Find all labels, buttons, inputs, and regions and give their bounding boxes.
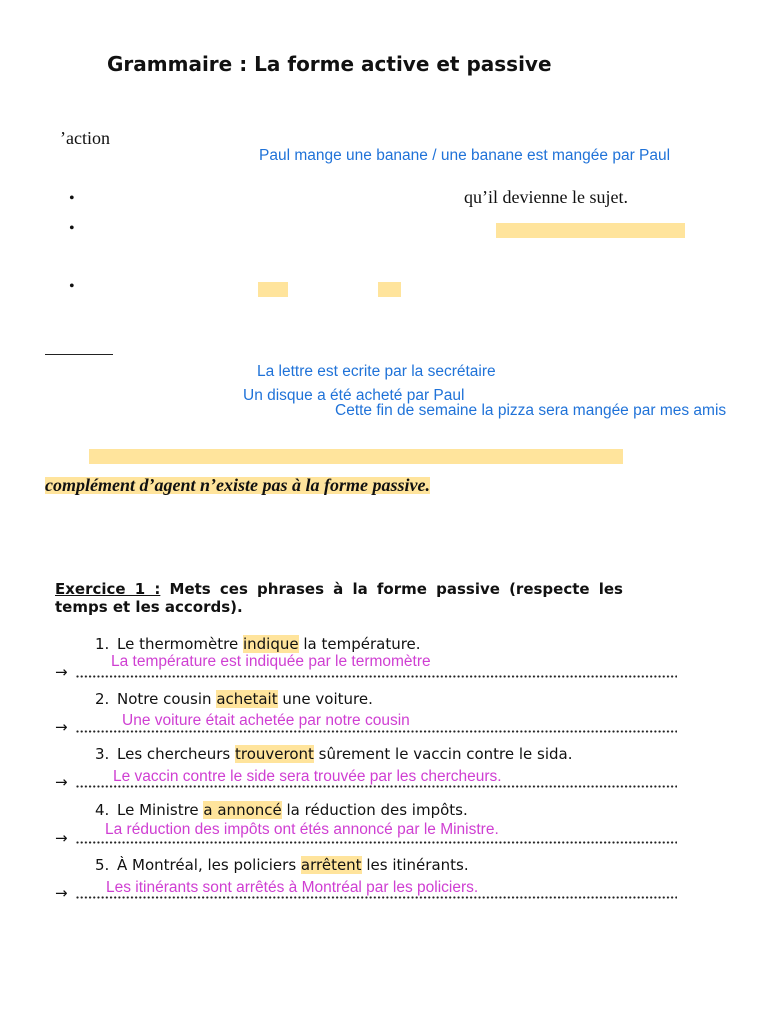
highlight-mark — [496, 223, 685, 238]
intro-fragment: ’action — [60, 128, 110, 148]
dotted-leader — [76, 730, 677, 733]
note-text: complément d’agent n’existe pas à la forme passive. — [45, 475, 430, 495]
item-number: 1. — [95, 635, 110, 653]
exercise-label: Exercice 1 : — [55, 580, 161, 598]
highlight-mark — [258, 282, 288, 297]
verb-highlight: arrêtent — [300, 856, 362, 874]
answer-line — [55, 718, 677, 736]
answer-line — [55, 663, 677, 681]
dotted-leader — [76, 785, 677, 788]
arrow-icon: → — [55, 773, 68, 791]
verb-highlight: indique — [242, 635, 299, 653]
exercise-item — [95, 856, 469, 874]
arrow-icon: → — [55, 829, 68, 847]
passive-example: Cette fin de semaine la pizza sera mangée par mes amis — [335, 402, 727, 419]
underline-rule — [45, 354, 113, 355]
answer-text: Une voiture était achetée par notre cousin — [122, 712, 410, 729]
answer-text: La réduction des impôts ont étés annoncé par le Ministre. — [105, 821, 499, 838]
answer-line — [55, 773, 677, 791]
verb-highlight: achetait — [216, 690, 278, 708]
arrow-icon: → — [55, 718, 68, 736]
exercise-item — [95, 801, 468, 819]
intro-example-sentence: Paul mange une banane / une banane est mangée par Paul — [259, 147, 671, 164]
bullet-glyph: • — [69, 190, 75, 207]
exercise-item — [95, 690, 373, 708]
exercise-instruction-line: temps et les accords). — [55, 598, 243, 616]
item-text: À Montréal, les policiers — [117, 856, 301, 874]
item-number: 3. — [95, 745, 110, 763]
item-text: Notre cousin — [117, 690, 217, 708]
dotted-leader — [76, 896, 677, 899]
item-text: la réduction des impôts. — [281, 801, 468, 819]
highlight-mark — [378, 282, 401, 297]
dotted-leader — [76, 841, 677, 844]
page-title: Grammaire : La forme active et passive — [107, 52, 552, 76]
answer-text: La température est indiquée par le termomètre — [111, 653, 431, 670]
verb-highlight: trouveront — [234, 745, 314, 763]
item-number: 4. — [95, 801, 110, 819]
exercise-instruction: Mets ces phrases à la forme passive (respecte les — [169, 580, 623, 598]
item-text: la température. — [298, 635, 421, 653]
dotted-leader — [76, 675, 677, 678]
bullet-text: qu’il devienne le sujet. — [464, 187, 628, 207]
answer-text: Le vaccin contre le side sera trouvée par les chercheurs. — [113, 768, 502, 785]
item-text: Les chercheurs — [117, 745, 235, 763]
verb-highlight: a annoncé — [203, 801, 282, 819]
item-text: les itinérants. — [361, 856, 469, 874]
exercise-item — [95, 745, 573, 763]
highlight-mark — [89, 449, 623, 464]
passive-example: La lettre est ecrite par la secrétaire — [257, 363, 496, 380]
answer-line — [55, 829, 677, 847]
exercise-heading — [55, 580, 623, 616]
item-text: Le Ministre — [117, 801, 204, 819]
item-text: une voiture. — [277, 690, 373, 708]
answer-text: Les itinérants sont arrêtés à Montréal par les policiers. — [106, 879, 479, 896]
note — [45, 476, 430, 495]
answer-line — [55, 884, 677, 902]
passive-example: Un disque a été acheté par Paul — [243, 387, 465, 404]
item-text: Le thermomètre — [117, 635, 243, 653]
exercise-instruction-line — [55, 580, 623, 598]
exercise-item — [95, 635, 421, 653]
bullet-glyph: • — [69, 220, 75, 237]
item-number: 5. — [95, 856, 110, 874]
arrow-icon: → — [55, 663, 68, 681]
bullet-glyph: • — [69, 278, 75, 295]
item-text: sûrement le vaccin contre le sida. — [313, 745, 573, 763]
item-number: 2. — [95, 690, 110, 708]
arrow-icon: → — [55, 884, 68, 902]
